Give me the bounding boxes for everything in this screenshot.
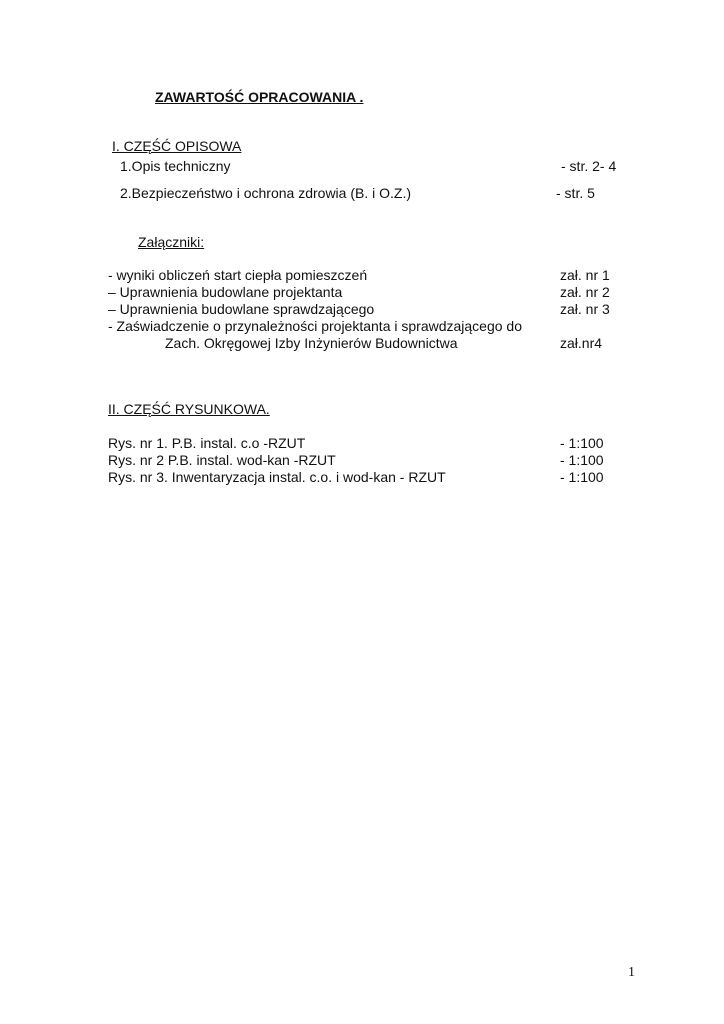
drawing-label: Rys. nr 3. Inwentaryzacja instal. c.o. i wod-kan - RZUT	[108, 469, 446, 485]
document-title: ZAWARTOŚĆ OPRACOWANIA .	[155, 89, 364, 105]
attachment-label-continuation: Zach. Okręgowej Izby Inżynierów Budownictwa	[165, 335, 458, 351]
drawing-scale: - 1:100	[560, 469, 604, 485]
drawing-label: Rys. nr 2 P.B. instal. wod-kan -RZUT	[108, 452, 336, 468]
attachment-label: – Uprawnienia budowlane sprawdzającego	[108, 301, 375, 317]
section-2-heading: II. CZĘŚĆ RYSUNKOWA.	[108, 401, 270, 417]
section-1-item-ref: - str. 5	[556, 185, 595, 201]
attachment-label: - Zaświadczenie o przynależności projektanta i sprawdzającego do	[108, 318, 522, 334]
section-1-item-label: 2.Bezpieczeństwo i ochrona zdrowia (B. i O.Z.)	[120, 185, 412, 201]
drawing-scale: - 1:100	[560, 452, 604, 468]
section-1-item-label: 1.Opis techniczny	[120, 158, 231, 174]
attachment-ref: zał. nr 2	[560, 284, 610, 300]
attachments-heading: Załączniki:	[138, 234, 205, 250]
attachment-ref: zał.nr4	[560, 335, 603, 351]
drawing-label: Rys. nr 1. P.B. instal. c.o -RZUT	[108, 435, 306, 451]
attachment-ref: zał. nr 1	[560, 267, 610, 283]
section-1-heading: I. CZĘŚĆ OPISOWA	[112, 138, 242, 154]
attachment-label: - wyniki obliczeń start ciepła pomieszczeń	[108, 267, 368, 283]
section-1-item-ref: - str. 2- 4	[561, 158, 617, 174]
page-number: 1	[628, 965, 635, 980]
attachment-ref: zał. nr 3	[560, 301, 610, 317]
attachment-label: – Uprawnienia budowlane projektanta	[108, 284, 343, 300]
drawing-scale: - 1:100	[560, 435, 604, 451]
